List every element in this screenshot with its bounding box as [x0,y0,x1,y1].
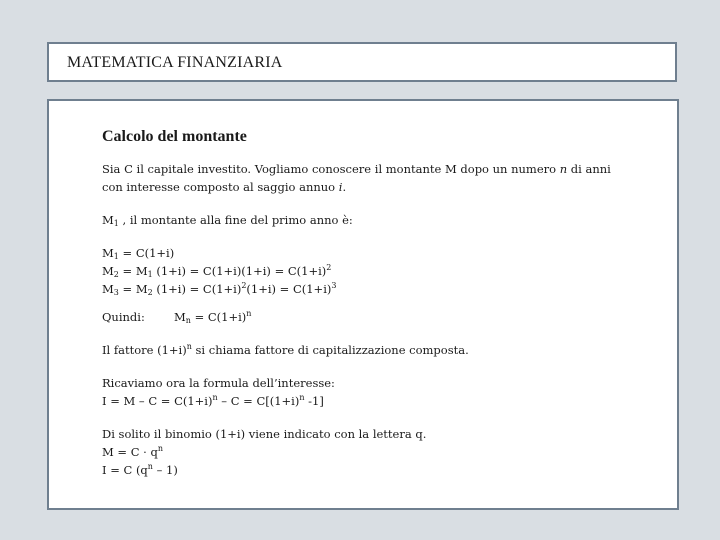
bin-i-p1: I = C (q [102,463,148,477]
content-box [47,99,679,510]
f3-eq: = M [118,282,148,296]
formula-line-3 [102,280,622,298]
f2-sub2: 1 [147,270,153,279]
intro-text-1: Sia C il capitale investito. Vogliamo conoscere il montante M dopo un numero [102,162,560,176]
m1-subscript: 1 [113,219,119,228]
quindi-m: M [174,310,186,324]
fattore-sup: n [186,342,192,351]
section-heading: Calcolo del montante [102,128,247,145]
intro-end: . [342,180,347,194]
int-sup1: n [212,393,218,402]
f1-sub: 1 [113,252,119,261]
interesse-formula [102,392,622,410]
quindi-sup: n [246,309,252,318]
bin-m-sup: n [157,444,164,453]
bin-m-p1: M = C · q [102,445,158,459]
intro-text-2: di anni con interesse composto al saggio annuo [102,162,611,194]
int-p3: -1] [304,394,324,408]
f3-mid: (1+i) = C(1+i) [152,282,242,296]
quindi-label: Quindi: [102,310,145,324]
f3-m: M [102,282,114,296]
content-body [102,127,622,479]
f3-mid2: (1+i) = C(1+i) [246,282,332,296]
int-sup2: n [299,393,305,402]
slide-title: MATEMATICA FINANZIARIA [67,54,283,71]
bin-i-sup: n [147,462,153,471]
title-box [47,42,677,82]
quindi-row [102,308,622,326]
fattore-text-2: si chiama fattore di capitalizzazione composta. [191,343,469,357]
f2-eq: = M [118,264,148,278]
formula-line-2 [102,262,622,280]
f3-sub2: 2 [147,288,153,297]
f2-mid: (1+i) = C(1+i)(1+i) = C(1+i) [152,264,327,278]
m1-definition [102,211,622,229]
interesse-intro: Ricaviamo ora la formula dell’interesse: [102,376,335,390]
f3-sup: 2 [241,281,247,290]
f1-rest: = C(1+i) [118,246,175,260]
int-p1: I = M – C = C(1+i) [102,394,213,408]
quindi-sub: n [185,316,191,325]
quindi-formula [174,308,251,326]
f1-m: M [102,246,114,260]
fattore-text-1: Il fattore (1+i) [102,343,187,357]
intro-var-i: i [338,180,343,194]
intro-var-n: n [559,162,568,176]
binomio-i-formula [102,461,622,479]
f3-sub: 3 [113,288,119,297]
m1-definition-text: , il montante alla fine del primo anno è: [118,213,353,227]
f2-sup: 2 [326,263,332,272]
binomio-m-formula [102,443,622,461]
quindi-rest: = C(1+i) [190,310,247,324]
formula-line-1 [102,244,622,262]
fattore-paragraph [102,341,622,359]
bin-i-p2: – 1) [152,463,178,477]
f2-sub: 2 [113,270,119,279]
int-p2: – C = C[(1+i) [217,394,300,408]
intro-paragraph [102,160,622,196]
m1-symbol: M [102,213,114,227]
f2-m: M [102,264,114,278]
f3-sup2: 3 [331,281,337,290]
binomio-intro: Di solito il binomio (1+i) viene indicato con la lettera q. [102,427,427,441]
